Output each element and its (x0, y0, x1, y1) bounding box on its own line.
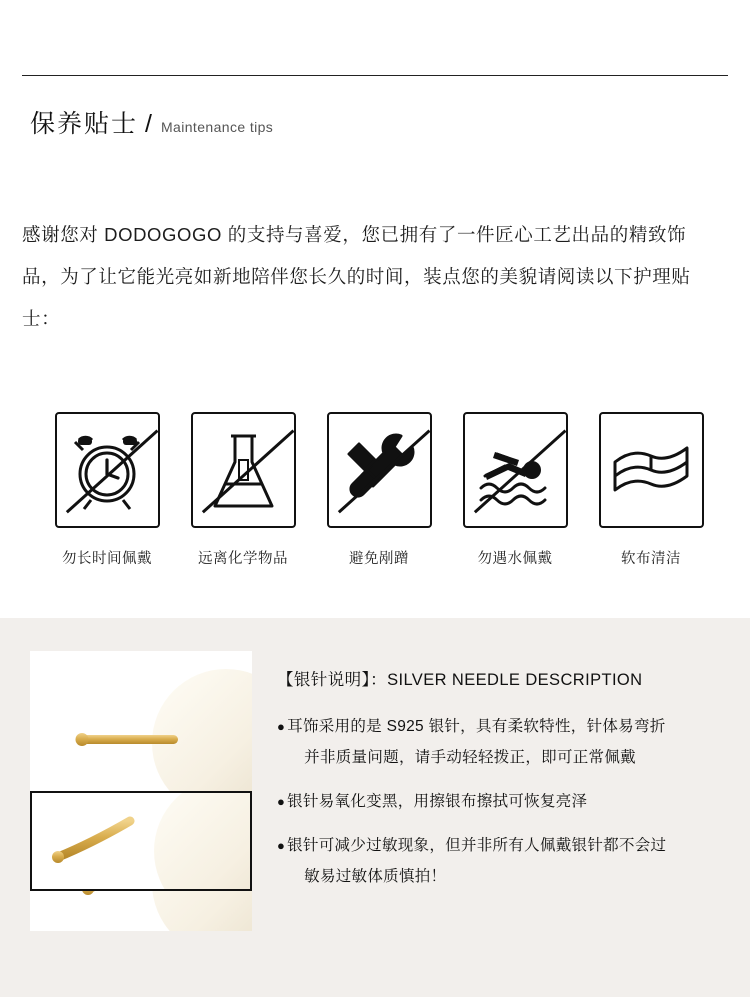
needle-heading-cn: 【银针说明】 (277, 671, 371, 689)
bullet-text (287, 711, 727, 773)
header-divider (22, 75, 728, 76)
needle-zoom-frame (30, 791, 252, 891)
needle-description-heading (277, 666, 727, 690)
care-item-label: 避免剐蹭 (349, 551, 409, 567)
alarm-clock-icon (55, 412, 160, 528)
bullet-line-2: 敏易过敏体质慎拍！ (304, 868, 447, 885)
bullet-marker: ● (277, 719, 286, 734)
bullet-line-1: 耳饰采用的是 S925 银针，具有柔软特性，针体易弯折 (287, 718, 666, 735)
needle-bullet (277, 786, 727, 817)
care-item-soft-cloth (583, 412, 719, 568)
needle-description-block (277, 666, 727, 905)
care-item-no-chemicals (175, 412, 311, 568)
soft-cloth-icon (599, 412, 704, 528)
needle-bullet (277, 830, 727, 892)
bullet-marker: ● (277, 838, 286, 853)
bullet-line-2: 并非质量问题，请手动轻轻拨正，即可正常佩戴 (304, 749, 636, 766)
care-item-no-long-wear (39, 412, 175, 568)
care-item-label: 勿长时间佩戴 (62, 551, 152, 567)
bullet-line-1: 银针易氧化变黑，用擦银布擦拭可恢复亮泽 (287, 793, 588, 810)
needle-bullet (277, 711, 727, 773)
page-title-en: Maintenance tips (160, 119, 274, 135)
chemical-flask-icon (191, 412, 296, 528)
needle-heading-en: SILVER NEEDLE DESCRIPTION (387, 671, 643, 689)
bullet-marker: ● (277, 794, 286, 809)
page-title-cn: 保养贴士 (30, 110, 139, 138)
page-title (30, 104, 273, 140)
screwdriver-wrench-icon (327, 412, 432, 528)
care-item-no-water (447, 412, 583, 568)
intro-paragraph: 感谢您对 DODOGOGO 的支持与喜爱，您已拥有了一件匠心工艺出品的精致饰品，为了让它能光亮如新地陪伴您长久的时间，装点您的美貌请阅读以下护理贴士： (22, 224, 691, 329)
care-item-label: 远离化学物品 (198, 551, 288, 567)
needle-heading-separator: ： (370, 671, 388, 689)
care-item-label: 软布清洁 (621, 551, 681, 567)
title-separator: / (145, 110, 152, 138)
bullet-line-1: 银针可减少过敏现象，但并非所有人佩戴银针都不会过 (287, 837, 667, 854)
silver-needle-panel (0, 618, 750, 997)
care-item-avoid-scratch (311, 412, 447, 568)
care-item-label: 勿遇水佩戴 (477, 551, 553, 567)
bullet-text (287, 830, 727, 892)
care-icon-row (39, 412, 719, 568)
swimmer-water-icon (463, 412, 568, 528)
bullet-text (287, 786, 727, 817)
